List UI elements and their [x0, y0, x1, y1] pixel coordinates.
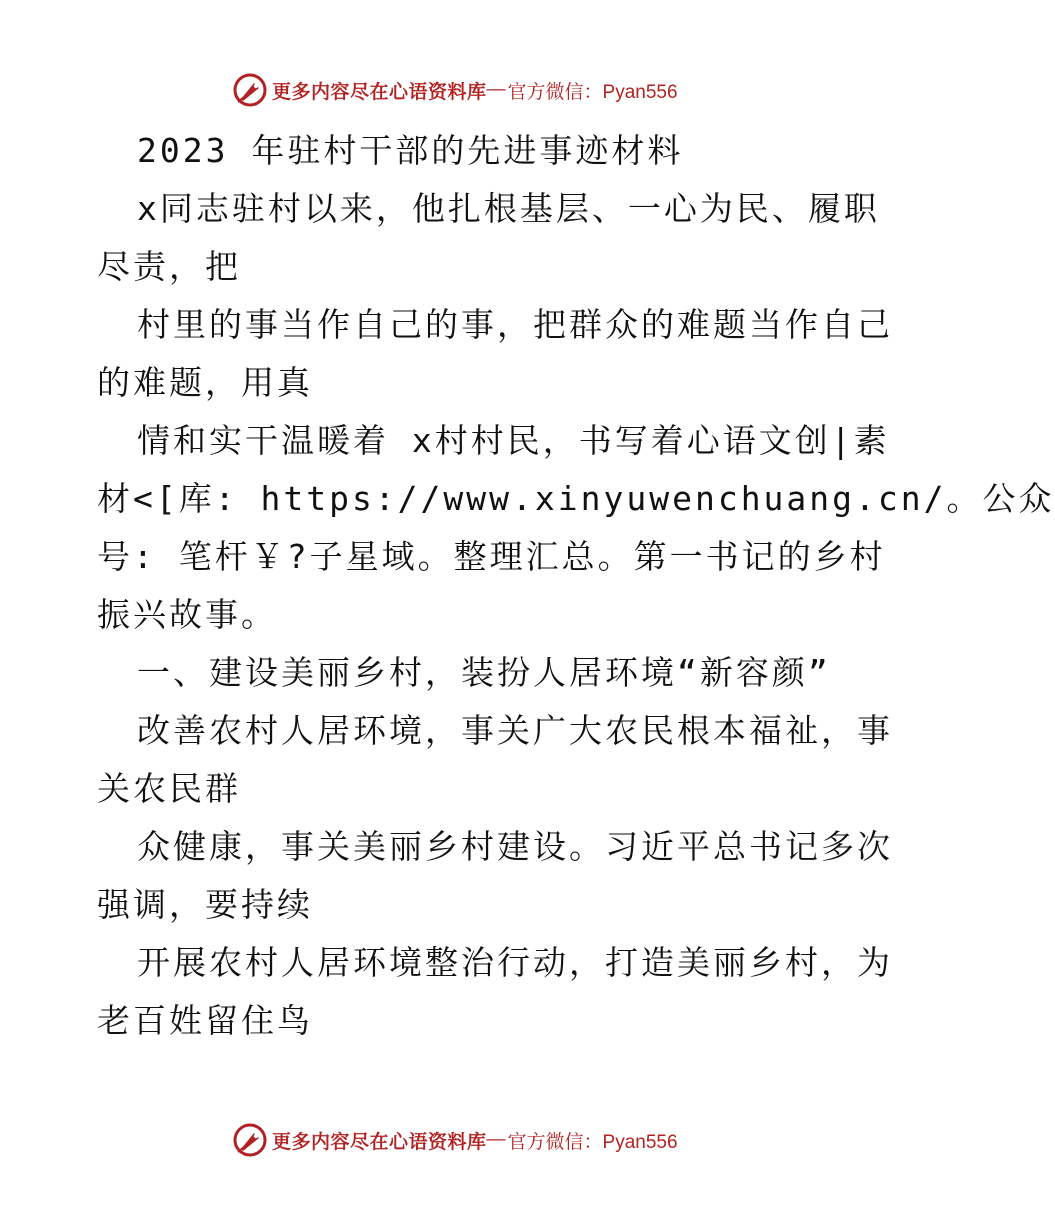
header-banner-wechat: 官方微信：Pyan556: [507, 81, 678, 103]
body-line: 情和实干温暖着 x村村民，书写着心语文创|素: [137, 421, 890, 460]
body-line: 的难题，用真: [97, 363, 313, 402]
header-banner[interactable]: [232, 70, 678, 110]
body-line: 材<[库: https://www.xinyuwenchuang.cn/。公众: [97, 479, 1055, 518]
body-line: 众健康，事关美丽乡村建设。习近平总书记多次: [137, 827, 893, 866]
footer-banner[interactable]: [232, 1120, 678, 1160]
footer-banner-separator: —: [486, 1129, 506, 1150]
body-line: 村里的事当作自己的事，把群众的难题当作自己: [137, 305, 893, 344]
body-line: 号: 笔杆￥?子星域。整理汇总。第一书记的乡村: [97, 537, 886, 576]
body-line: 强调，要持续: [97, 885, 313, 924]
section-heading: 一、建设美丽乡村，装扮人居环境“新容颜”: [137, 653, 831, 692]
pen-nib-logo-icon: [232, 72, 268, 108]
body-line: 改善农村人居环境，事关广大农民根本福祉，事: [137, 711, 893, 750]
pen-nib-logo-icon: [232, 1122, 268, 1158]
body-line: 开展农村人居环境整治行动，打造美丽乡村，为: [137, 943, 893, 982]
body-line: 尽责，把: [97, 247, 241, 286]
header-banner-separator: —: [486, 79, 506, 100]
body-line: 老百姓留住鸟: [97, 1001, 313, 1040]
footer-banner-text: 更多内容尽在心语资料库: [272, 1131, 487, 1153]
document-title: 2023 年驻村干部的先进事迹材料: [137, 131, 684, 170]
footer-banner-wechat: 官方微信：Pyan556: [507, 1131, 678, 1153]
body-line: 振兴故事。: [97, 595, 277, 634]
header-banner-text: 更多内容尽在心语资料库: [272, 81, 487, 103]
document-body: [97, 122, 1055, 1050]
body-line: x同志驻村以来，他扎根基层、一心为民、履职: [137, 189, 880, 228]
body-line: 关农民群: [97, 769, 241, 808]
